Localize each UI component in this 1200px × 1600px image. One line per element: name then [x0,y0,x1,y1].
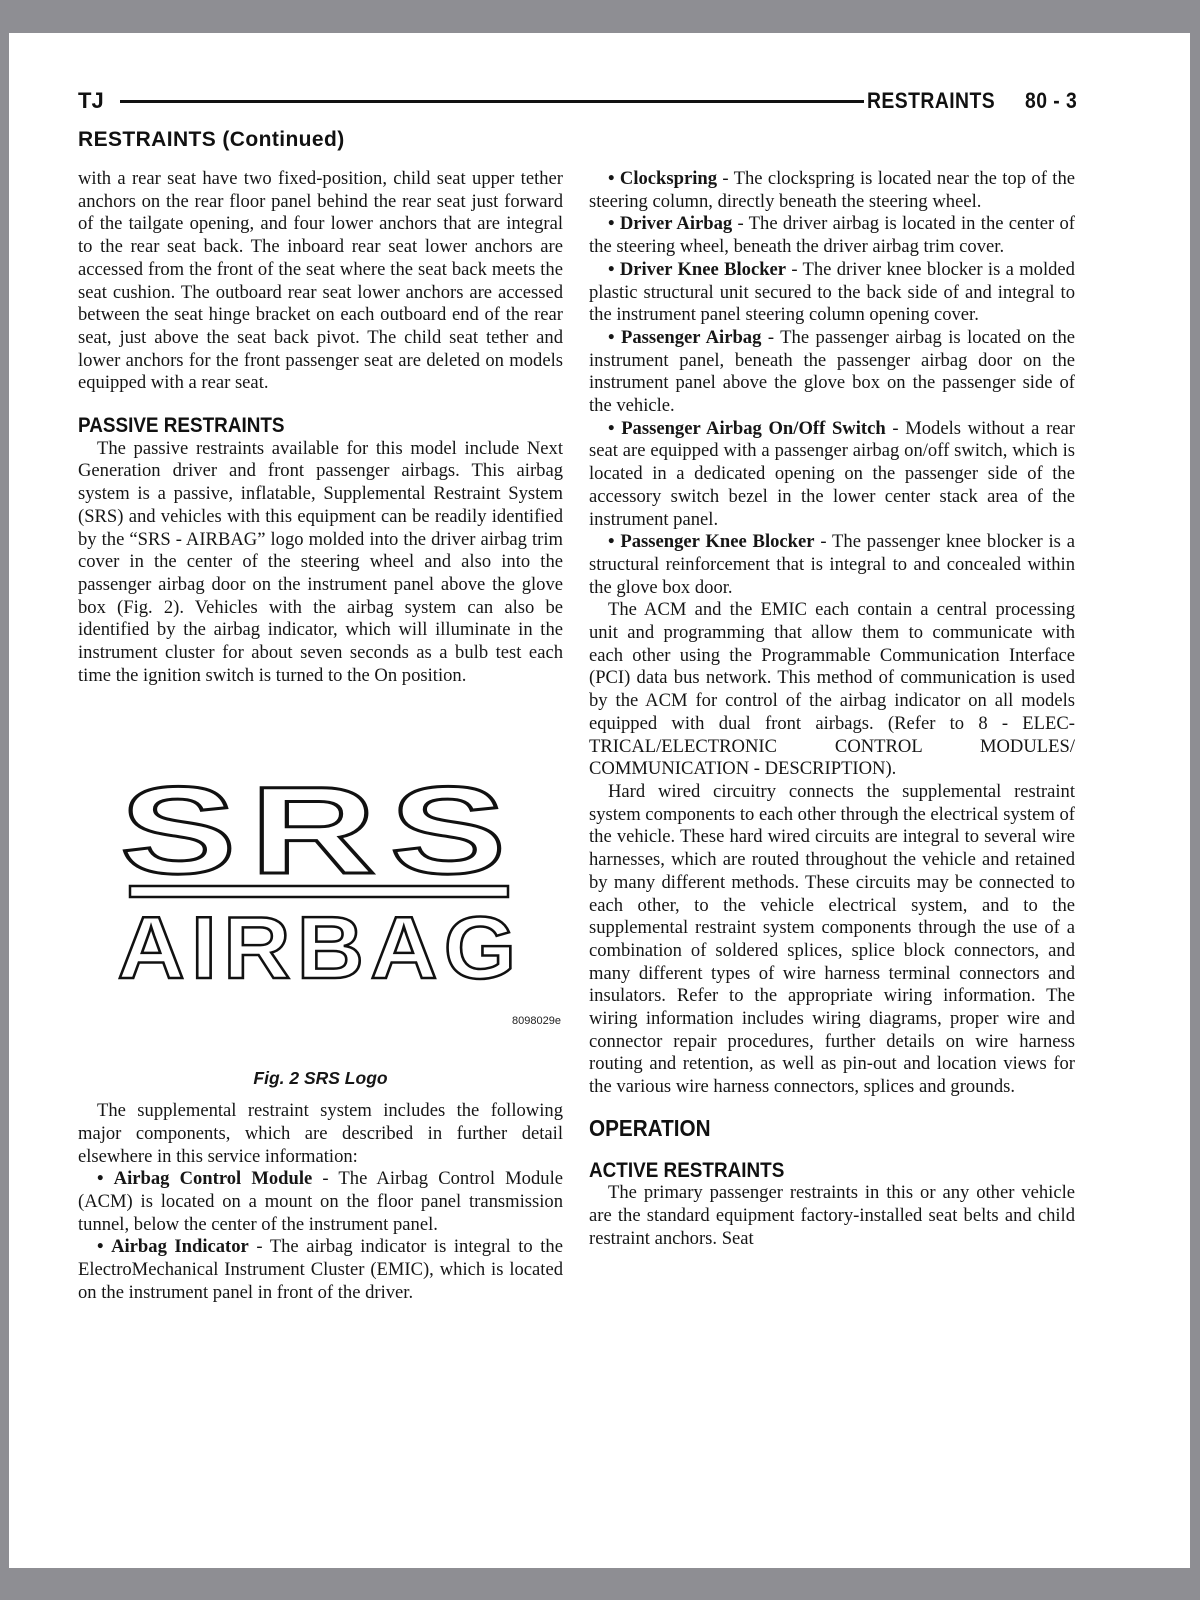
bullet-text: - The passenger knee blocker is a structural reinforcement that is integral to and concealed within the glove box door. [589,531,1075,598]
bullet-passenger-airbag: • Passenger Airbag - The passenger airbag is located on the instrument panel, beneath the passenger airbag door on the instrument panel above the glove box on the passenger side of the vehicle. [589,326,1075,417]
bullet-passenger-airbag-switch: • Passenger Airbag On/Off Switch - Models without a rear seat are equipped with a passenger airbag on/off switch, which is located in a dedicated opening on the passenger side of the accessory switch bezel in the lower center stack area of the instrument panel. [589,417,1075,530]
figure-caption: Fig. 2 SRS Logo [253,1068,388,1089]
paragraph-hard-wired: Hard wired circuitry connects the supplemental restraint system components to each other through the electrical system of the vehicle. These hard wired circuits are integral to several wire harnesses, which are routed throughout the vehicle and retained by many different methods. These circuits may be connected to each other, to the vehicle electrical system, and to the supplemental restraint system components through the use of a combination of soldered splices, splice block connectors, and many different types of wire harness terminal connectors and insulators. Refer to the appropriate wiring information. The wiring information includes wiring diagrams, proper wire and connector repair procedures, further details on wire harness routing and retention, as well as pin-out and location views for the various wire harness connectors, splices and grounds. [589,780,1075,1098]
bullet-airbag-control-module: • Airbag Control Module - The Airbag Control Module (ACM) is located on a mount on the floor panel transmission tunnel, below the center of the instrument panel. [78,1168,563,1235]
srs-airbag-logo [78,755,563,1055]
bullet-text: - Models without a rear seat are equipped with a passenger airbag on/off switch, which is located in a dedicated opening on the passenger side of the accessory switch bezel in the lower center stack area of the instrument panel. [589,417,1075,530]
paragraph-components-intro: The supplemental restraint system includes the following major components, which are described in further detail elsewhere in this service information: [78,1100,563,1167]
paragraph-passive-restraints: The passive restraints available for this model include Next Generation driver and front passenger airbags. This airbag system is a passive, inflatable, Supplemental Restraint System (SRS) and vehicles with this equipment can be readily identified by the “SRS - AIRBAG” logo molded into the driver airbag trim cover in the center of the steering wheel and also into the passenger airbag door on the instrument panel above the glove box (Fig. 2). Vehicles with the airbag system can also be identified by the airbag indicator, which will illuminate in the instrument cluster for about seven seconds as a bulb test each time the ignition switch is turned to the On position. [78,437,563,686]
header-rule [120,100,864,103]
bullet-term: Passenger Knee Blocker [620,531,815,553]
header-model-code: TJ [78,88,104,113]
figure-code: 8098029e [512,1015,561,1028]
bullet-text: - The airbag indicator is integral to the ElectroMechanical Instrument Cluster (EMIC), which is located on the instrument panel in front of the driver. [78,1236,563,1303]
bullet-term: Airbag Control Module [113,1168,313,1190]
left-column [78,168,563,1305]
figure-srs-logo [78,755,563,1055]
header-section: RESTRAINTS [867,88,996,113]
bullet-term: Airbag Indicator [111,1236,249,1258]
manual-page [9,33,1190,1568]
logo-srs-text: SRS [120,762,520,901]
bullet-text: - The clockspring is located near the top of the steering column, directly beneath the steering wheel. [589,168,1075,212]
bullet-term: Clockspring [619,168,718,189]
bullet-term: Passenger Airbag [620,326,762,348]
bullet-text: - The driver airbag is located in the center of the steering wheel, beneath the driver airbag trim cover. [589,213,1075,258]
paragraph-active-restraints: The primary passenger restraints in this or any other vehicle are the standard equipment factory-installed seat belts and child restraint anchors. Seat [589,1182,1075,1249]
heading-operation: OPERATION [589,1114,711,1141]
bullet-text: - The Airbag Control Module (ACM) is located on a mount on the floor panel transmission tunnel, below the center of the instrument panel. [78,1168,563,1235]
bullet-airbag-indicator: • Airbag Indicator - The airbag indicator is integral to the ElectroMechanical Instrument Cluster (EMIC), which is located on the instrument panel in front of the driver. [78,1236,563,1303]
header-section-page [867,88,1077,114]
section-title: RESTRAINTS (Continued) [78,128,345,151]
header-page-number: 80 - 3 [1025,88,1078,113]
paragraph-acm-emic: The ACM and the EMIC each contain a central processing unit and programming that allow them to communicate with each other using the Programmable Communication Interface (PCI) data bus network. This method of communication is used by the ACM for control of the airbag indicator on all models equipped with dual front airbags. (Refer to 8 - ELECTRICAL/ELECTRONIC CONTROL MODULES/ COMMUNICATION - DESCRIPTION). [589,599,1075,780]
right-column [589,168,1075,1250]
bullet-driver-airbag: • Driver Airbag - The driver airbag is located in the center of the steering wheel, beneath the driver airbag trim cover. [589,213,1075,258]
bullet-term: Passenger Airbag On/Off Switch [621,417,886,439]
bullet-term: Driver Knee Blocker [619,258,787,280]
bullet-text: - The driver knee blocker is a molded plastic structural unit secured to the back side of and integral to the instrument panel steering column opening cover. [589,258,1075,326]
bullet-passenger-knee-blocker: • Passenger Knee Blocker - The passenger knee blocker is a structural reinforcement that is integral to and concealed within the glove box door. [589,531,1075,598]
heading-passive-restraints: PASSIVE RESTRAINTS [78,414,285,438]
bullet-text: - The passenger airbag is located on the instrument panel, beneath the passenger airbag door on the instrument panel above the glove box on the passenger side of the vehicle. [589,326,1075,417]
paragraph-child-anchors: with a rear seat have two fixed-position, child seat upper tether anchors on the rear floor panel behind the rear seat just forward of the tailgate opening, and four lower anchors that are integral to the rear seat back. The inboard rear seat lower anchors are accessed from the front of the seat where the seat back meets the seat cushion. The outboard rear seat lower anchors are accessed between the seat hinge bracket on each outboard end of the rear seat, just above the seat back pivot. The child seat tether and lower anchors for the front passenger seat are deleted on models equipped with a rear seat. [78,168,563,394]
logo-airbag-text: AIRBAG [117,898,523,998]
bullet-driver-knee-blocker: • Driver Knee Blocker - The driver knee blocker is a molded plastic structural unit secured to the back side of and integral to the instrument panel steering column opening cover. [589,258,1075,326]
bullet-term: Driver Airbag [619,213,733,235]
bullet-clockspring: • Clockspring - The clockspring is located near the top of the steering column, directly beneath the steering wheel. [589,168,1075,212]
heading-active-restraints: ACTIVE RESTRAINTS [589,1158,785,1182]
